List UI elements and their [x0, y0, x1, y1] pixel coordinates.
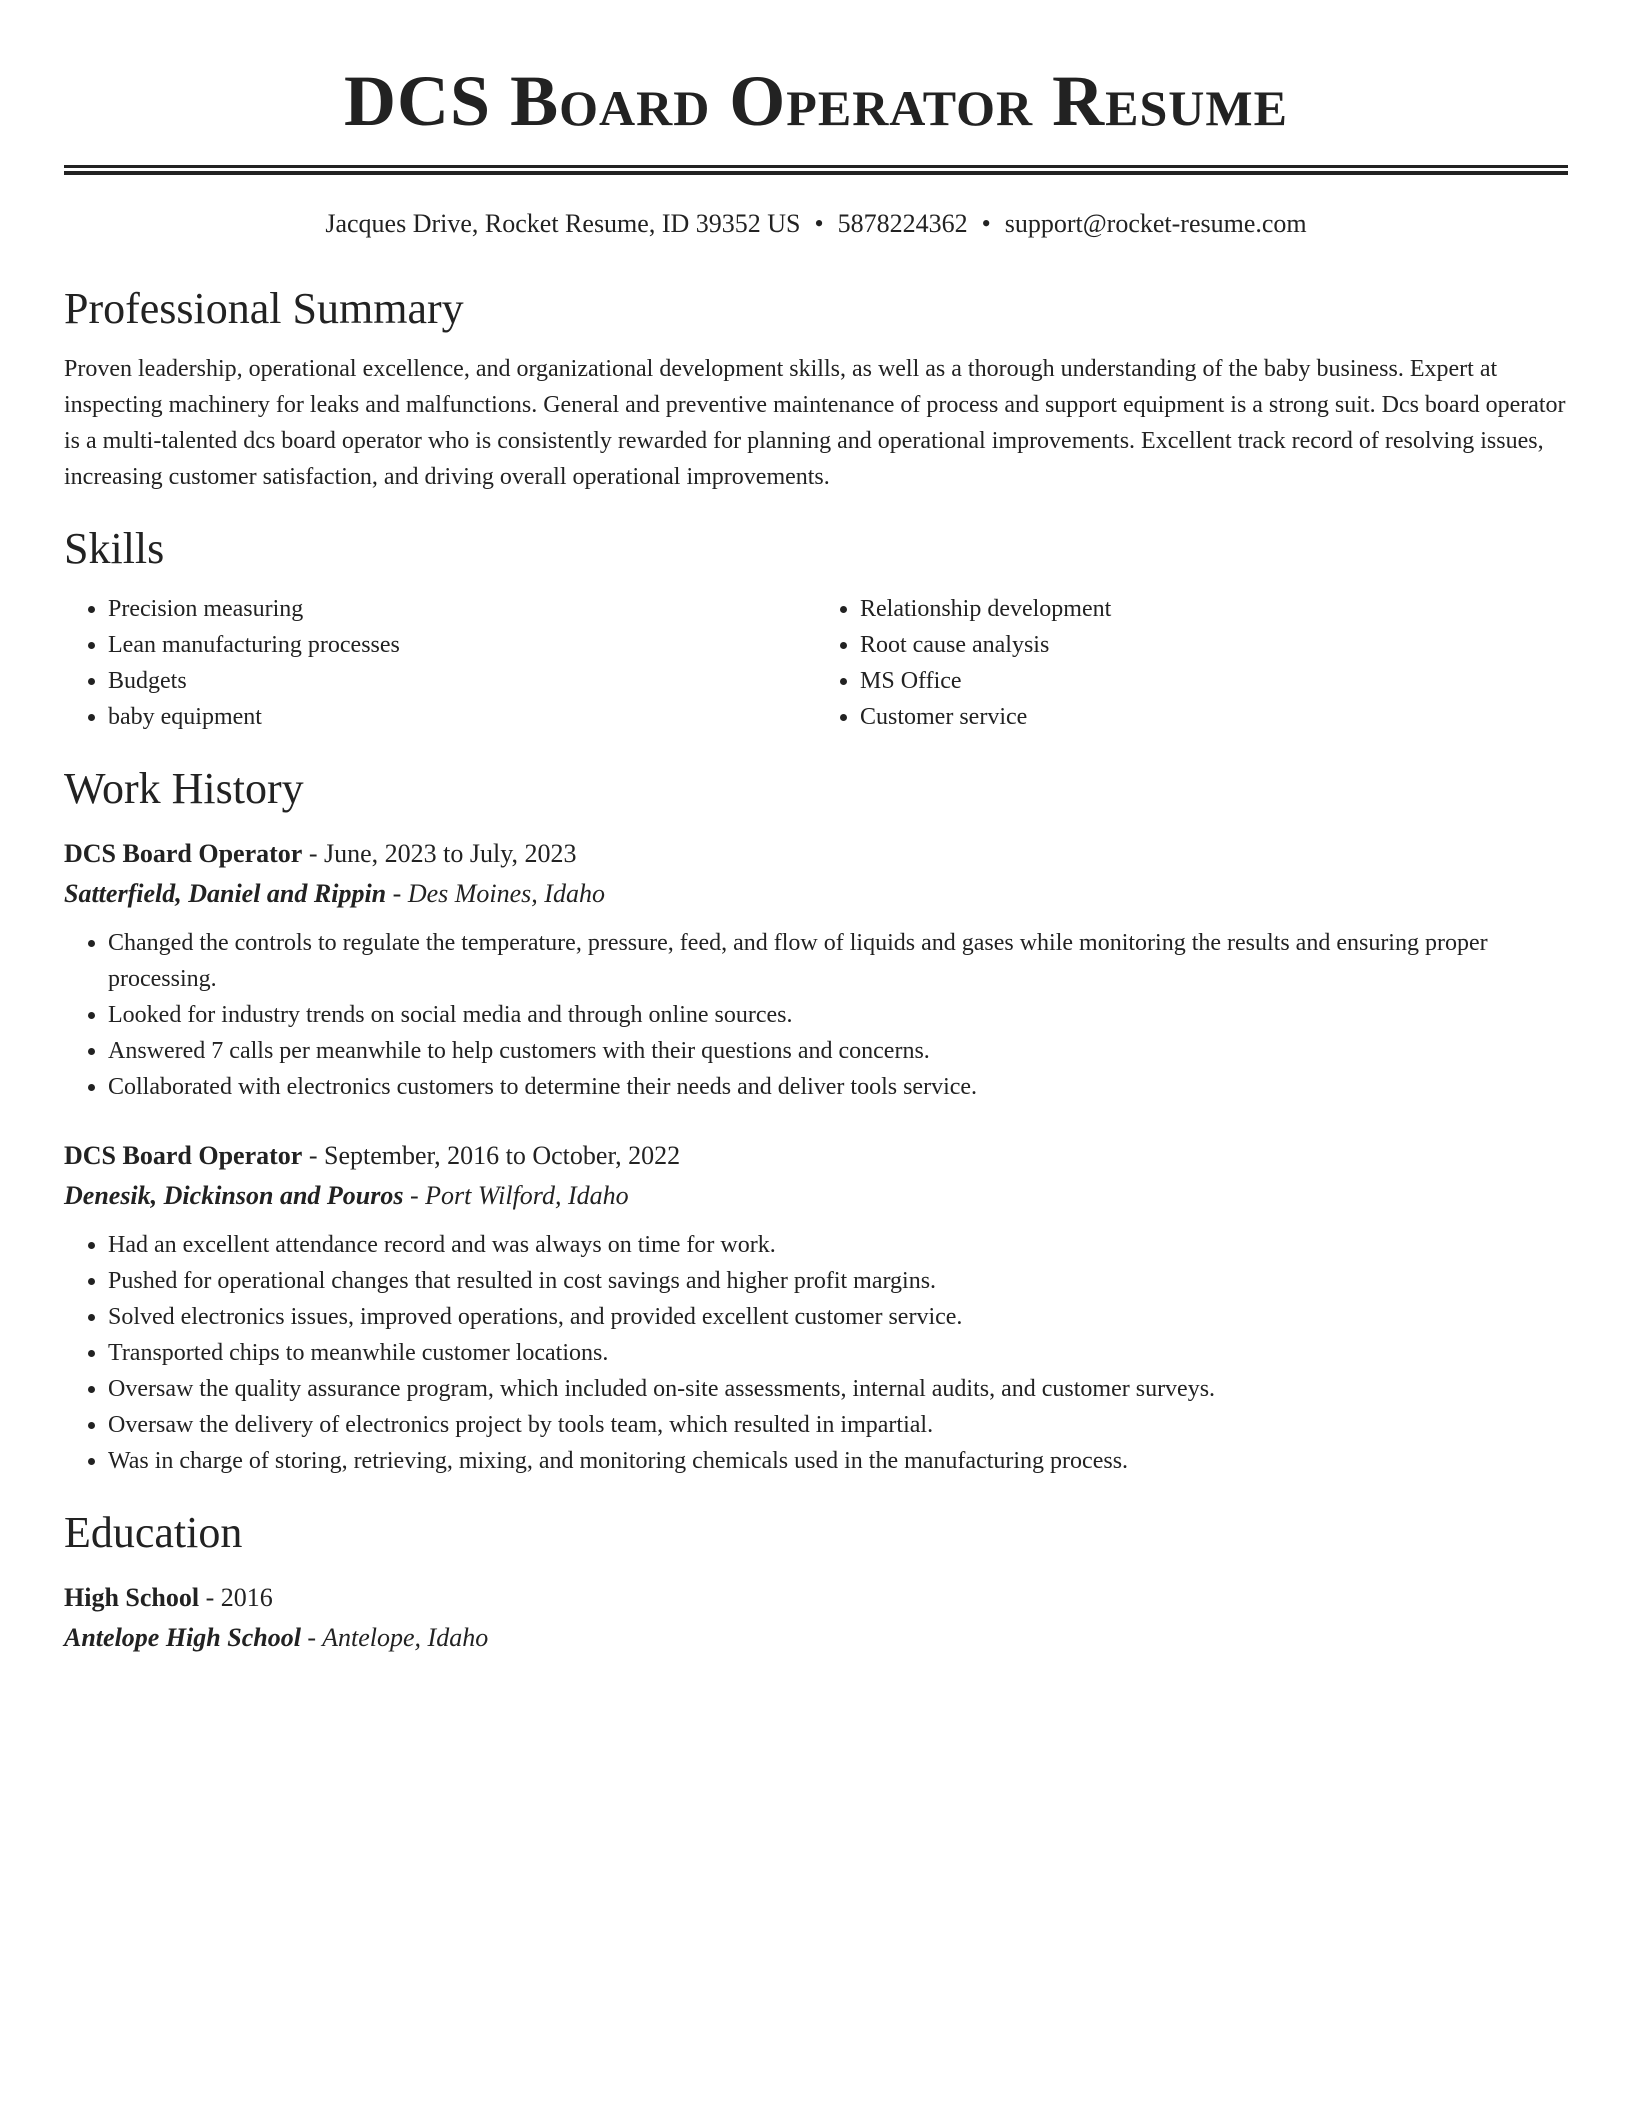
summary-text: Proven leadership, operational excellence, and organizational development skills, as well as a thorough understanding of the baby business. Expert at inspecting machinery for leaks and malfunctions. General and preventive maintenance of process and support equipment is a strong suit. Dcs board operator is a multi-talented dcs board operator who is consistently rewarded for planning and operational improvements. Excellent track record of resolving issues, increasing customer satisfaction, and driving overall operational improvements.	[64, 356, 1566, 490]
job-bullets	[64, 925, 1568, 1105]
skill-item: • baby equipment	[108, 699, 816, 735]
job-company-line	[64, 877, 1568, 911]
resume-title: DCS Board Operator Resume	[344, 61, 1288, 141]
job-bullet: • Collaborated with electronics customers to determine their needs and deliver tools service.	[108, 1069, 1568, 1105]
education-school-line	[64, 1621, 1568, 1655]
education-school: Antelope High School	[64, 1623, 301, 1652]
job-entry	[64, 1139, 1568, 1479]
dash: -	[205, 1583, 215, 1612]
skills-heading: Skills	[64, 524, 165, 573]
job-entry	[64, 837, 1568, 1105]
dash: -	[308, 1141, 318, 1170]
job-bullet: • Transported chips to meanwhile customer locations.	[108, 1335, 1568, 1371]
job-bullet: • Was in charge of storing, retrieving, mixing, and monitoring chemicals used in the manufacturing process.	[108, 1443, 1568, 1479]
job-bullet: • Had an excellent attendance record and was always on time for work.	[108, 1227, 1568, 1263]
job-location: Port Wilford, Idaho	[425, 1181, 629, 1210]
education-degree-line	[64, 1581, 1568, 1615]
job-bullet: • Changed the controls to regulate the temperature, pressure, feed, and flow of liquids and gases while monitoring the results and ensuring proper processing.	[108, 925, 1568, 997]
education-year: 2016	[220, 1583, 273, 1612]
dash: -	[308, 839, 318, 868]
skills-list	[64, 591, 1568, 735]
dash: -	[410, 1181, 419, 1210]
education-heading: Education	[64, 1508, 243, 1557]
job-company: Satterfield, Daniel and Rippin	[64, 879, 387, 908]
job-title-line	[64, 1139, 1568, 1173]
skill-item: • Customer service	[860, 699, 1568, 735]
job-location: Des Moines, Idaho	[407, 879, 605, 908]
skill-item: • Lean manufacturing processes	[108, 627, 816, 663]
contact-phone: 5878224362	[837, 209, 968, 238]
job-role: DCS Board Operator	[64, 839, 303, 868]
skill-item: • Budgets	[108, 663, 816, 699]
job-company-line	[64, 1179, 1568, 1213]
job-bullets	[64, 1227, 1568, 1479]
job-bullet: • Oversaw the quality assurance program, which included on-site assessments, internal audits, and customer surveys.	[108, 1371, 1568, 1407]
job-bullet: • Pushed for operational changes that resulted in cost savings and higher profit margins.	[108, 1263, 1568, 1299]
work-history-heading: Work History	[64, 764, 304, 813]
skill-item: • MS Office	[860, 663, 1568, 699]
title-divider	[64, 165, 1568, 175]
summary-heading: Professional Summary	[64, 284, 464, 333]
job-dates: June, 2023 to July, 2023	[324, 839, 577, 868]
dash: -	[307, 1623, 317, 1652]
contact-separator: •	[981, 209, 991, 238]
contact-email: support@rocket-resume.com	[1004, 209, 1307, 238]
contact-line	[64, 207, 1568, 241]
job-bullet: • Answered 7 calls per meanwhile to help customers with their questions and concerns.	[108, 1033, 1568, 1069]
contact-separator: •	[814, 209, 824, 238]
job-bullet: • Oversaw the delivery of electronics project by tools team, which resulted in impartial.	[108, 1407, 1568, 1443]
skill-item: • Root cause analysis	[860, 627, 1568, 663]
job-title-line	[64, 837, 1568, 871]
job-company: Denesik, Dickinson and Pouros	[64, 1181, 404, 1210]
education-degree: High School	[64, 1583, 200, 1612]
skill-item: • Relationship development	[860, 591, 1568, 627]
skill-item: • Precision measuring	[108, 591, 816, 627]
job-role: DCS Board Operator	[64, 1141, 303, 1170]
contact-address: Jacques Drive, Rocket Resume, ID 39352 US	[325, 209, 801, 238]
education-location: Antelope, Idaho	[322, 1623, 489, 1652]
job-dates: September, 2016 to October, 2022	[324, 1141, 681, 1170]
skills-column-right	[816, 591, 1568, 735]
job-bullet: • Looked for industry trends on social media and through online sources.	[108, 997, 1568, 1033]
education-entry	[64, 1581, 1568, 1655]
job-bullet: • Solved electronics issues, improved operations, and provided excellent customer service.	[108, 1299, 1568, 1335]
skills-column-left	[64, 591, 816, 735]
dash: -	[392, 879, 402, 908]
